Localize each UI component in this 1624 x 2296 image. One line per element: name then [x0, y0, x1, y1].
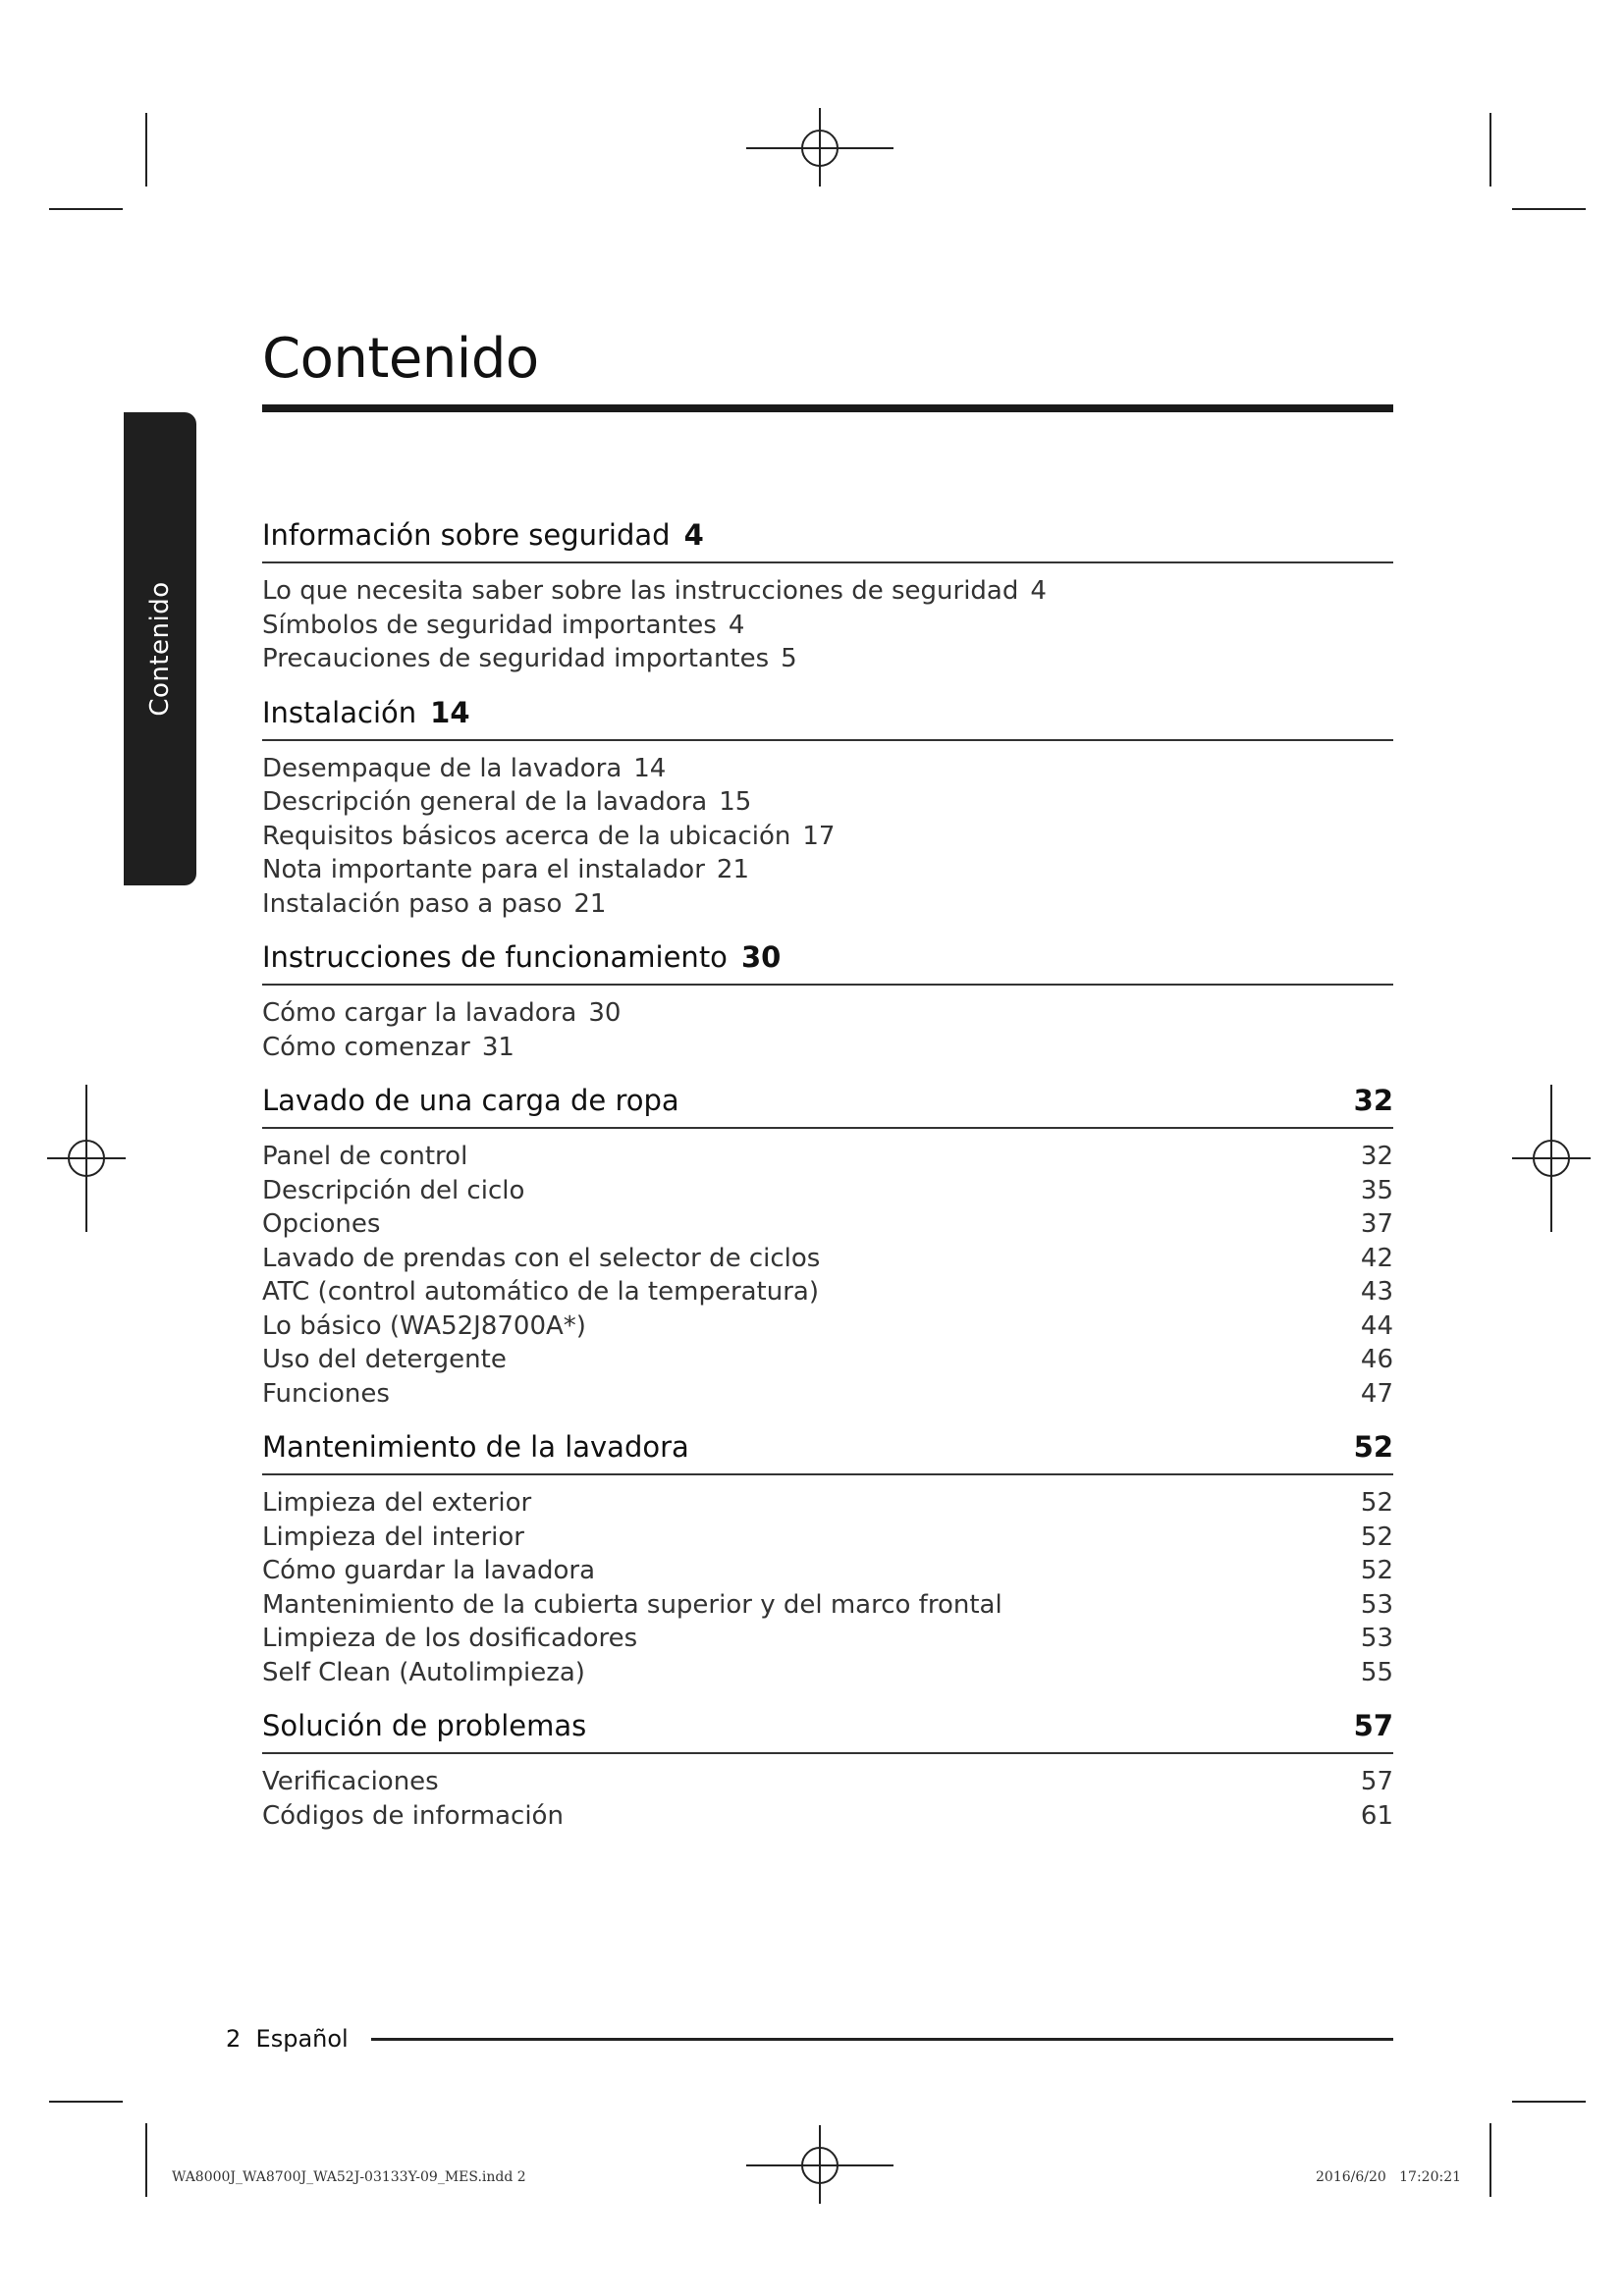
toc-entry-page: 46 — [1360, 1345, 1393, 1374]
toc-section-page: 30 — [740, 940, 782, 974]
toc-entry-page: 14 — [633, 753, 667, 783]
side-tab — [124, 412, 196, 885]
toc-entry-page: 21 — [573, 888, 607, 919]
toc-entry[interactable] — [262, 1377, 1393, 1412]
toc-entry[interactable] — [262, 1174, 1393, 1208]
toc-entry-label: Lo que necesita saber sobre las instrucciones de seguridad — [262, 576, 1019, 606]
toc-entry-list — [262, 741, 1393, 922]
toc-entry[interactable] — [262, 1242, 1393, 1276]
toc-section-title: Instalación — [262, 695, 417, 729]
toc-section-page: 32 — [1353, 1084, 1393, 1117]
toc-section — [262, 1699, 1393, 1833]
toc-section-page: 14 — [430, 695, 470, 729]
toc-entry-label: Requisitos básicos acerca de la ubicación — [262, 821, 791, 851]
toc-entry[interactable] — [262, 785, 1393, 820]
toc-entry[interactable] — [262, 1031, 1393, 1065]
toc-entry-list — [262, 1129, 1393, 1411]
toc-entry[interactable] — [262, 1622, 1393, 1656]
toc-section-title: Solución de problemas — [262, 1709, 587, 1742]
title-rule — [262, 404, 1393, 412]
footer-rule — [371, 2038, 1393, 2041]
toc-entry-label: Self Clean (Autolimpieza) — [262, 1657, 585, 1687]
toc-entry[interactable] — [262, 1799, 1393, 1834]
toc-section — [262, 1074, 1393, 1411]
toc-section-page: 4 — [683, 518, 704, 552]
toc-entry-page: 55 — [1360, 1657, 1393, 1687]
registration-mark-left — [47, 1085, 126, 1232]
toc-entry-list — [262, 563, 1393, 676]
toc-entry-page: 42 — [1360, 1243, 1393, 1273]
toc-entry-page: 52 — [1360, 1522, 1393, 1552]
toc-section-title: Lavado de una carga de ropa — [262, 1084, 679, 1117]
toc-entry-page: 21 — [716, 855, 749, 884]
toc-entry-page: 4 — [728, 610, 745, 640]
toc-entry-label: Cómo comenzar — [262, 1032, 470, 1062]
crop-mark — [1512, 208, 1586, 210]
toc-entry-label: ATC (control automático de la temperatura) — [262, 1277, 819, 1307]
toc-section-page: 57 — [1353, 1709, 1393, 1742]
toc-entry-label: Instalación paso a paso — [262, 888, 563, 919]
toc-entry-page: 61 — [1360, 1800, 1393, 1831]
toc-entry[interactable] — [262, 1140, 1393, 1174]
toc-entry[interactable] — [262, 1486, 1393, 1521]
toc-section-page: 52 — [1353, 1430, 1393, 1464]
toc-entry-label: Desempaque de la lavadora — [262, 753, 623, 783]
toc-entry-label: Lavado de prendas con el selector de ciclos — [262, 1243, 821, 1273]
toc-entry-page: 57 — [1360, 1767, 1393, 1796]
toc-entry-label: Códigos de información — [262, 1800, 564, 1831]
toc-entry-label: Nota importante para el instalador — [262, 855, 705, 884]
crop-mark — [1489, 113, 1491, 187]
toc-entry-page: 53 — [1360, 1589, 1393, 1620]
toc-entry-page: 52 — [1360, 1556, 1393, 1585]
toc-entry-page: 5 — [781, 644, 797, 673]
toc-entry-page: 31 — [481, 1032, 514, 1062]
toc-entry[interactable] — [262, 1656, 1393, 1690]
toc-entry[interactable] — [262, 1588, 1393, 1623]
toc-entry-label: Verificaciones — [262, 1767, 439, 1796]
print-datetime: 2016/6/20 17:20:21 — [1316, 2169, 1462, 2185]
crop-mark — [145, 2123, 147, 2197]
toc-entry-page: 15 — [719, 787, 752, 817]
toc-entry-page: 30 — [588, 998, 622, 1028]
toc-entry[interactable] — [262, 820, 1393, 854]
toc-section-heading[interactable] — [262, 1420, 1393, 1475]
toc-entry-label: Descripción general de la lavadora — [262, 787, 708, 817]
toc-entry-label: Panel de control — [262, 1142, 468, 1171]
registration-mark-right — [1512, 1085, 1591, 1232]
toc-entry-label: Cómo cargar la lavadora — [262, 998, 577, 1028]
toc-entry[interactable] — [262, 1275, 1393, 1309]
toc-entry-page: 37 — [1360, 1209, 1393, 1239]
registration-mark-bottom — [746, 2125, 893, 2204]
toc-entry-label: Precauciones de seguridad importantes — [262, 644, 770, 673]
toc-entry-label: Limpieza de los dosificadores — [262, 1624, 638, 1653]
toc-entry-label: Uso del detergente — [262, 1345, 507, 1374]
toc-entry[interactable] — [262, 1309, 1393, 1344]
crop-mark — [1512, 2101, 1586, 2103]
toc-entry[interactable] — [262, 1343, 1393, 1377]
toc-section — [262, 931, 1393, 1064]
toc-entry-label: Símbolos de seguridad importantes — [262, 610, 717, 640]
toc-section — [262, 686, 1393, 922]
toc-entry-label: Descripción del ciclo — [262, 1175, 525, 1205]
toc-entry[interactable] — [262, 1521, 1393, 1555]
toc-section-heading[interactable] — [262, 1074, 1393, 1129]
toc-entry[interactable] — [262, 1207, 1393, 1242]
toc-entry[interactable] — [262, 574, 1393, 609]
toc-entry-label: Limpieza del interior — [262, 1522, 524, 1552]
toc-section-title: Información sobre seguridad — [262, 518, 671, 552]
toc-entry[interactable] — [262, 609, 1393, 643]
toc-entry-list — [262, 986, 1393, 1064]
toc-section-heading[interactable] — [262, 686, 1393, 741]
crop-mark — [145, 113, 147, 187]
toc-entry-page: 17 — [802, 821, 836, 851]
toc-entry-page: 52 — [1360, 1488, 1393, 1518]
toc-entry-list — [262, 1754, 1393, 1833]
registration-mark-top — [746, 108, 893, 187]
toc-entry-label: Opciones — [262, 1209, 381, 1239]
toc-section-title: Mantenimiento de la lavadora — [262, 1430, 689, 1464]
toc-entry[interactable] — [262, 996, 1393, 1031]
language-label: Español — [255, 2025, 349, 2053]
toc-section — [262, 1420, 1393, 1689]
toc-entry[interactable] — [262, 887, 1393, 922]
crop-mark — [49, 2101, 123, 2103]
table-of-contents — [262, 508, 1393, 1842]
toc-entry-page: 35 — [1360, 1175, 1393, 1205]
toc-entry-page: 43 — [1360, 1277, 1393, 1307]
toc-entry-page: 32 — [1360, 1142, 1393, 1171]
toc-entry[interactable] — [262, 1554, 1393, 1588]
crop-mark — [49, 208, 123, 210]
page-footer — [226, 2022, 349, 2056]
toc-entry-page: 44 — [1360, 1310, 1393, 1341]
toc-entry[interactable] — [262, 642, 1393, 676]
toc-entry-page: 4 — [1030, 576, 1047, 606]
toc-entry-page: 47 — [1360, 1378, 1393, 1409]
toc-entry-label: Funciones — [262, 1378, 390, 1409]
toc-entry-label: Cómo guardar la lavadora — [262, 1556, 596, 1585]
toc-entry-label: Mantenimiento de la cubierta superior y del marco frontal — [262, 1589, 1002, 1620]
toc-entry-page: 53 — [1360, 1624, 1393, 1653]
toc-entry-list — [262, 1475, 1393, 1689]
toc-section-heading[interactable] — [262, 508, 1393, 563]
toc-entry-label: Lo básico (WA52J8700A*) — [262, 1310, 586, 1341]
toc-section-heading[interactable] — [262, 1699, 1393, 1754]
page-number: 2 — [226, 2025, 242, 2053]
toc-entry[interactable] — [262, 853, 1393, 887]
toc-entry-label: Limpieza del exterior — [262, 1488, 532, 1518]
crop-mark — [1489, 2123, 1491, 2197]
toc-section — [262, 508, 1393, 676]
print-file-slug: WA8000J_WA8700J_WA52J-03133Y-09_MES.indd 2 — [172, 2169, 526, 2185]
side-tab-label: Contenido — [145, 581, 175, 717]
toc-entry[interactable] — [262, 1765, 1393, 1799]
page-title: Contenido — [262, 327, 539, 391]
toc-section-heading[interactable] — [262, 931, 1393, 986]
toc-section-title: Instrucciones de funcionamiento — [262, 940, 728, 974]
toc-entry[interactable] — [262, 752, 1393, 786]
